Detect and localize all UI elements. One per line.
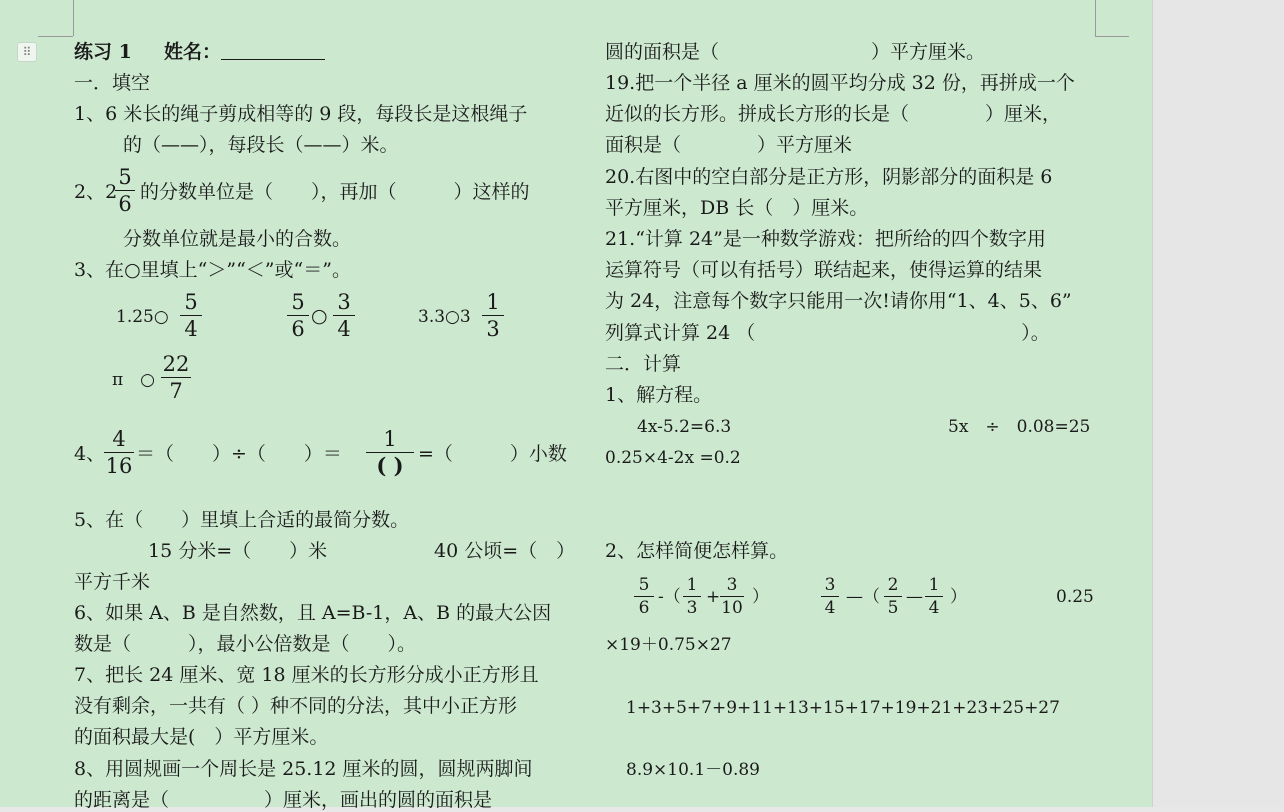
question-text: 圆的面积是（ ）平方厘米。: [605, 41, 986, 63]
expression: 1+3+5+7+9+11+13+15+17+19+21+23+25+27: [626, 698, 1060, 718]
operator: —: [906, 587, 923, 607]
question-text: 20.右图中的空白部分是正方形，阴影部分的面积是 6: [605, 166, 1053, 188]
fraction: 3 10: [721, 575, 743, 618]
question-text: 平方千米: [74, 571, 151, 593]
fraction: 1 3: [482, 290, 504, 341]
compare-item: 3.3○3: [418, 307, 471, 327]
question-text: 的分数单位是（ ），再加（ ）这样的: [140, 181, 530, 203]
question-text: 面积是（ ）平方厘米: [605, 134, 853, 156]
compare-circle: ○: [311, 305, 328, 327]
question-text: 平方厘米，DB 长（ ）厘米。: [605, 197, 869, 219]
fraction: 1 ( ): [366, 427, 414, 478]
compare-item: 1.25○: [116, 307, 169, 327]
question-text: 5、在（ ）里填上合适的最简分数。: [74, 509, 410, 531]
section-heading: 一．填空: [74, 72, 151, 94]
expression: ×19＋0.75×27: [605, 635, 732, 655]
name-label: 姓名：: [164, 40, 325, 64]
operator: ）: [950, 587, 967, 607]
question-text: 3、在○里填上“＞”“＜”或“＝”。: [74, 259, 351, 281]
crop-mark: [73, 0, 74, 36]
page-title: 练习 1: [74, 41, 132, 63]
question-text: 的（——），每段长（——）米。: [123, 134, 399, 156]
name-field[interactable]: [221, 41, 325, 60]
equation: 0.25×4-2x =0.2: [605, 448, 741, 468]
expression: 8.9×10.1－0.89: [626, 760, 760, 780]
question-text: 15 分米=（ ）米: [148, 540, 328, 562]
operator: ）: [752, 587, 769, 607]
crop-mark: [38, 36, 73, 37]
question-text: 分数单位就是最小的合数。: [123, 228, 352, 250]
operator: +: [706, 587, 721, 607]
question-text: 6、如果 A、B 是自然数，且 A=B-1，A、B 的最大公因: [74, 602, 552, 624]
drag-handle-icon[interactable]: ⠿: [17, 42, 37, 62]
question-text: 没有剩余，一共有（ ）种不同的分法，其中小正方形: [74, 695, 518, 717]
fraction: 5 6: [634, 575, 654, 618]
crop-mark: [1095, 0, 1096, 36]
operand: 0.25: [1056, 587, 1094, 607]
question-text: 40 公顷=（ ）: [434, 540, 576, 562]
equation: 4x-5.2=6.3: [637, 417, 732, 437]
workspace-background: [1152, 0, 1284, 807]
fraction: 1 3: [683, 575, 701, 618]
fraction: 22 7: [162, 352, 190, 403]
question-text: 19.把一个半径 a 厘米的圆平均分成 32 份，再拼成一个: [605, 72, 1075, 94]
crop-mark: [1095, 36, 1129, 37]
question-text: 的距离是（ ）厘米，画出的圆的面积是: [74, 789, 493, 811]
question-text: 近似的长方形。拼成长方形的长是（ ）厘米，: [605, 103, 1062, 125]
fraction: 5 4: [180, 290, 202, 341]
question-text: 2、2: [74, 181, 118, 203]
fraction: 3 4: [333, 290, 355, 341]
section-heading: 二．计算: [605, 353, 682, 375]
equation: 5x ÷ 0.08=25: [948, 417, 1091, 437]
question-text: 1、6 米长的绳子剪成相等的 9 段，每段长是这根绳子: [74, 103, 528, 125]
question-text: 数是（ ），最小公倍数是（ ）。: [74, 633, 417, 655]
question-text: 21.“计算 24”是一种数学游戏：把所给的四个数字用: [605, 228, 1046, 250]
question-text: 2、怎样简便怎样算。: [605, 540, 789, 562]
fraction: 1 4: [925, 575, 943, 618]
question-text: 4、: [74, 443, 106, 465]
question-text: 列算式计算 24 （ ）。: [605, 322, 1050, 344]
fraction: 5 6: [287, 290, 309, 341]
question-text: 8、用圆规画一个周长是 25.12 厘米的圆，圆规两脚间: [74, 758, 533, 780]
question-text: ＝（ ）÷（ ）＝: [136, 443, 342, 465]
question-text: 7、把长 24 厘米、宽 18 厘米的长方形分成小正方形且: [74, 664, 539, 686]
fraction: 3 4: [821, 575, 839, 618]
question-text: 为 24，注意每个数字只能用一次!请你用“1、4、5、6”: [605, 290, 1072, 312]
question-text: 1、解方程。: [605, 384, 713, 406]
operator: -（: [658, 587, 681, 607]
fraction: 4 16: [105, 427, 133, 478]
operator: —（: [846, 587, 880, 607]
question-text: 运算符号（可以有括号）联结起来，使得运算的结果: [605, 259, 1043, 281]
fraction: 5 6: [115, 165, 135, 216]
question-text: 的面积最大是( ）平方厘米。: [74, 726, 329, 748]
fraction: 2 5: [884, 575, 902, 618]
question-text: =（ ）小数: [418, 443, 567, 465]
compare-item: π ○: [112, 370, 156, 390]
